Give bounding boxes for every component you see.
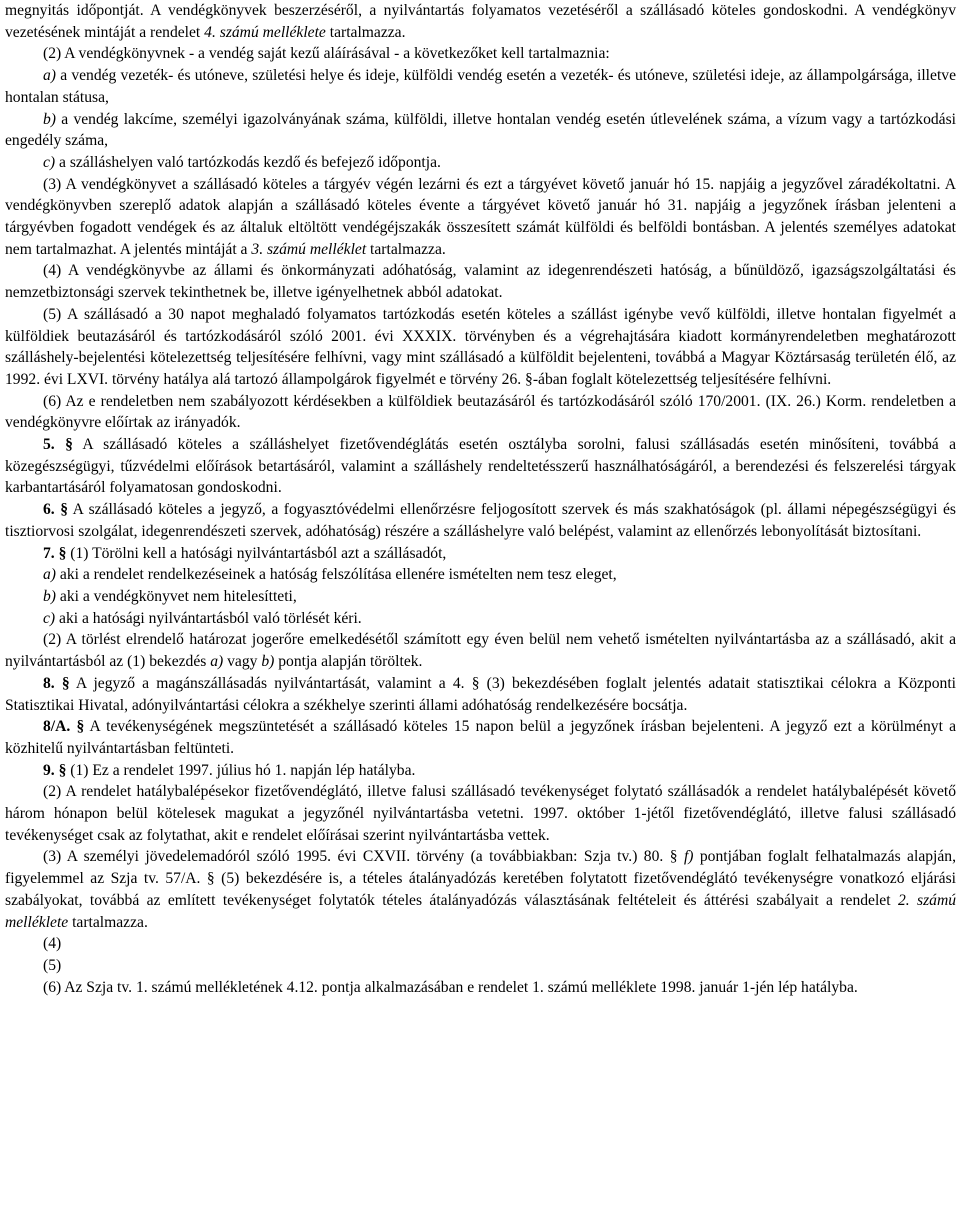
italic-text: c) xyxy=(43,609,56,627)
text-run: (6) Az e rendeletben nem szabályozott kérdésekben a külföldiek beutazásáról és tartózkodásáról szóló 170/2001. (IX. 26.) Korm. rendeletben a vendégkönyvre előírtak az irányadók. xyxy=(5,392,956,432)
text-run: (4) xyxy=(43,935,62,953)
text-run: a vendég vezeték- és utóneve, születési helye és ideje, külföldi vendég esetén a vezeték- és utóneve, születési ideje, az állampolgársága, illetve hontalan státusa, xyxy=(5,67,956,106)
section-7-item-a xyxy=(5,564,956,586)
italic-text: b) xyxy=(43,110,56,128)
italic-text: a) xyxy=(43,67,56,85)
text-run: a vendég lakcíme, személyi igazolványának száma, külföldi, illetve hontalan vendég esetén útlevelének száma, a vízum vagy a tartózkodási engedély száma, xyxy=(5,110,956,150)
italic-text: 4. számú melléklete xyxy=(204,23,326,41)
italic-text: 3. számú melléklet xyxy=(251,240,367,258)
section-8 xyxy=(5,673,956,716)
section-9-paragraph-1 xyxy=(5,760,956,782)
section-number: 7. § xyxy=(43,544,67,562)
text-run: (3) A vendégkönyvet a szállásadó köteles a tárgyév végén lezárni és ezt a tárgyévet követő január hó 15. napjáig a jegyzővel záradékoltatni. A vendégkönyvben szereplő adatok alapján a szállásadó köteles évente a tárgyévet követő január hó 31. napjáig a jegyzőnek írásban jelenteni a tárgyévben fogadott vendégek és az általuk eltöltött vendégéjszakák összesített számát külföldi és belföldi bontásban. A jelentés személyes adatokat nem tartalmazhat. A jelentés mintáját a xyxy=(5,175,956,258)
text-run: (5) xyxy=(43,956,62,974)
paragraph-intro-continuation xyxy=(5,0,956,43)
section-6 xyxy=(5,499,956,542)
section-7-item-c xyxy=(5,608,956,630)
text-run: a szálláshelyen való tartózkodás kezdő és befejező időpontja. xyxy=(55,153,441,171)
text-run: vagy xyxy=(223,653,262,671)
text-run: A szállásadó köteles a jegyző, a fogyasztóvédelmi ellenőrzésre feljogosított szervek és más szakhatóságok (pl. állami népegészségügyi és tisztiorvosi szolgálat, idegenrendészeti szervek, adóhatóság) részére a szálláshelyre való belépést, valamint az ellenőrzés lebonyolítását biztosítani. xyxy=(5,501,957,540)
text-run: aki a hatósági nyilvántartásból való törlését kéri. xyxy=(55,609,362,627)
text-run: (2) A rendelet hatálybalépésekor fizetővendéglátó, illetve falusi szállásadó tevékenységet folytató szállásadók a rendelet hatálybalépését követő három hónapon belül kötelesek magukat a jegyzőnél nyilvántartásba vetetni. 1997. október 1-jétől fizetővendéglátó, illetve falusi szállásadó tevékenységet csak az folytathat, akit e rendelet előírásai szerint nyilvántartásba vettek. xyxy=(5,783,956,844)
italic-text: a) xyxy=(43,566,56,584)
section-number: 5. § xyxy=(43,436,73,454)
list-item-c xyxy=(5,152,956,174)
section-number: 6. § xyxy=(43,501,69,519)
section-7-intro xyxy=(5,543,956,565)
section-8a xyxy=(5,716,956,759)
text-run: tartalmazza. xyxy=(68,913,148,931)
section-number: 8/A. § xyxy=(43,718,85,736)
list-item-a xyxy=(5,65,956,108)
section-9-paragraph-6 xyxy=(5,977,956,999)
text-run: (2) A vendégkönyvnek - a vendég saját kezű aláírásával - a következőket kell tartalmaznia: xyxy=(43,45,610,63)
italic-text: c) xyxy=(43,153,56,171)
paragraph-foreigner-notice xyxy=(5,304,956,391)
section-9-paragraph-4 xyxy=(5,933,956,955)
text-run: (4) A vendégkönyvbe az állami és önkormányzati adóhatóság, valamint az idegenrendészeti hatóság, a bűnüldöző, igazságszolgáltatási és nemzetbiztonsági szervek tekinthetnek be, illetve igényelhetnek abból adatokat. xyxy=(5,262,956,302)
italic-text: 2. számú melléklete xyxy=(5,891,956,931)
text-run: A jegyző a magánszállásadás nyilvántartását, valamint a 4. § (3) bekezdésében foglalt jelentés adatait statisztikai célokra a Központi Statisztikai Hivatal, adónyilvántartási célokra a székhelye szerinti állami adóhatóság rendelkezésére bocsátja. xyxy=(5,674,956,714)
section-9-paragraph-2 xyxy=(5,781,956,846)
text-run: pontjában foglalt felhatalmazás alapján, figyelemmel az Szja tv. 57/A. § (5) bekezdésére is, a tételes átalányadózás keretében folytatott fizetővendéglátó tevékenységre vonatkozó eljárási szabályokat, továbbá az említett tevékenységet folytatók tételes átalányadózás választásának feltételeit és áttérési szabályait a rendelet xyxy=(5,848,956,909)
text-run: tartalmazza. xyxy=(325,23,406,41)
text-run: megnyitás időpontját. A vendégkönyvek beszerzéséről, a nyilvántartás folyamatos vezetéséről a szállásadó köteles gondoskodni. A vendégkönyv vezetésének mintáját a rendelet xyxy=(5,2,956,41)
text-run: tartalmazza. xyxy=(366,240,446,258)
text-run: (1) Ez a rendelet 1997. július hó 1. napján lép hatályba. xyxy=(66,761,416,779)
text-run: (5) A szállásadó a 30 napot meghaladó folyamatos tartózkodás esetén köteles a szállást igénybe vevő külföldi, illetve hontalan figyelmét a külföldiek beutazásáról és tartózkodásáról szóló 2001. évi XXXIX. törvényben és a végrehajtására kiadott kormányrendeletben meghatározott szálláshely-bejelentési kötelezettség teljesítésére felhívni, vagy mint szállásadó a külföldit bejelenteni, továbbá a Magyar Köztársaság területén élő, az 1992. évi LXVI. törvény hatálya alá tartozó állampolgárok figyelmét e törvény 26. §-ában foglalt kötelezettség teljesítésére felhívni. xyxy=(5,305,956,388)
paragraph-guestbook-content xyxy=(5,43,956,65)
italic-text: b) xyxy=(261,653,275,671)
section-7-item-b xyxy=(5,586,956,608)
paragraph-access-authorities xyxy=(5,260,956,303)
text-run: (1) Törölni kell a hatósági nyilvántartásból azt a szállásadót, xyxy=(66,544,447,562)
section-9-paragraph-3 xyxy=(5,846,956,933)
text-run: (6) Az Szja tv. 1. számú mellékletének 4.12. pontja alkalmazásában e rendelet 1. számú melléklete 1998. január 1-jén lép hatályba. xyxy=(43,978,858,996)
italic-text: b) xyxy=(43,587,56,605)
paragraph-governing-rules xyxy=(5,391,956,434)
text-run: pontja alapján töröltek. xyxy=(274,653,423,671)
section-9-paragraph-5 xyxy=(5,955,956,977)
text-run: (2) A törlést elrendelő határozat jogerőre emelkedésétől számított egy éven belül nem vehető ismételten nyilvántartásba az a szállásadó, akit a nyilvántartásból az (1) bekezdés xyxy=(5,631,956,671)
section-number: 8. § xyxy=(43,674,70,692)
text-run: aki a vendégkönyvet nem hitelesítteti, xyxy=(56,587,297,605)
list-item-b xyxy=(5,109,956,152)
section-5 xyxy=(5,434,956,499)
section-number: 9. § xyxy=(43,761,67,779)
italic-text: f) xyxy=(683,848,694,866)
paragraph-closing-report xyxy=(5,174,956,261)
text-run: A tevékenységének megszüntetését a szállásadó köteles 15 napon belül a jegyzőnek írásban bejelenteni. A jegyző ezt a körülményt a közhitelű nyilvántartásban feltünteti. xyxy=(5,718,956,757)
section-7-paragraph-2 xyxy=(5,629,956,672)
italic-text: a) xyxy=(210,653,224,671)
text-run: A szállásadó köteles a szálláshelyet fizetővendéglátás esetén osztályba sorolni, falusi szállásadás esetén minősíteni, továbbá a közegészségügyi, tűzvédelmi előírások betartásáról, valamint a szálláshely rendeltetésszerű használhatóságáról, a berendezési és felszerelési tárgyak karbantartásáról folyamatosan gondoskodni. xyxy=(5,436,956,497)
text-run: aki a rendelet rendelkezéseinek a hatóság felszólítása ellenére ismételten nem tesz eleget, xyxy=(56,566,617,584)
text-run: (3) A személyi jövedelemadóról szóló 1995. évi CXVII. törvény (a továbbiakban: Szja tv.) 80. § xyxy=(43,848,684,866)
